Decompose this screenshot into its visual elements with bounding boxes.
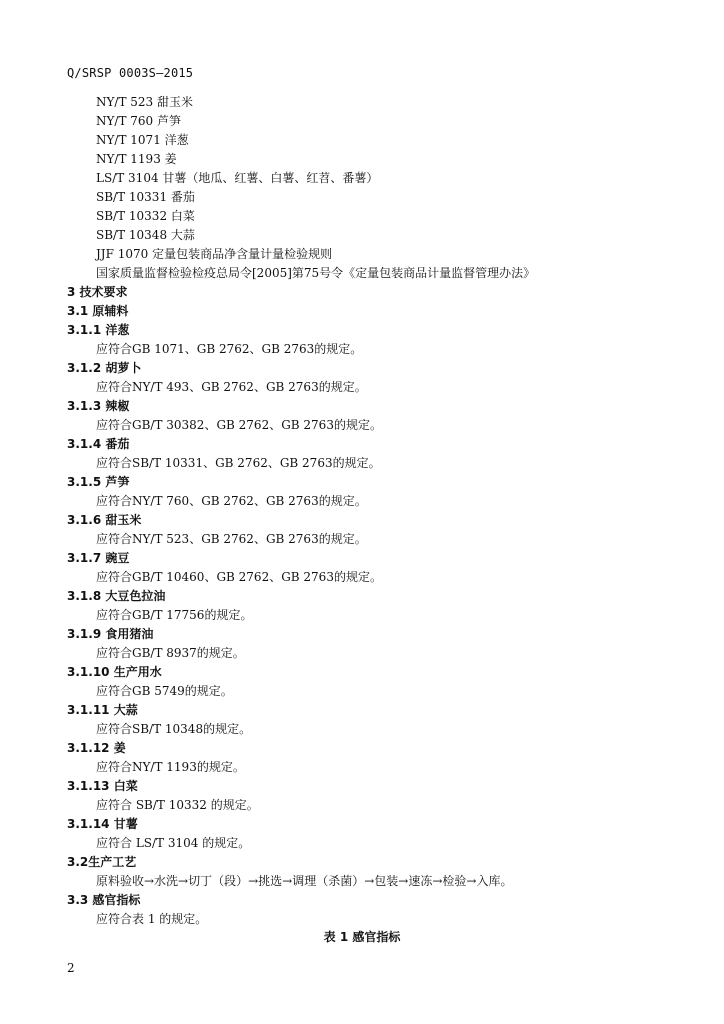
- section-text: 应符合 LS/T 3104 的规定。: [96, 836, 251, 850]
- section-text: 应符合NY/T 493、GB 2762、GB 2763的规定。: [96, 380, 367, 394]
- section-text: 应符合GB/T 8937的规定。: [96, 646, 245, 660]
- reference-item: NY/T 760 芦笋: [96, 114, 182, 128]
- section-heading: 3.3 感官指标: [67, 893, 141, 907]
- section-heading: 3.1.4 番茄: [67, 437, 130, 451]
- section-heading: 3.1.6 甜玉米: [67, 513, 142, 527]
- section-text: 应符合表 1 的规定。: [96, 912, 208, 926]
- section-heading: 3.1.2 胡萝卜: [67, 361, 142, 375]
- section-text: 应符合SB/T 10348的规定。: [96, 722, 252, 736]
- reference-item: SB/T 10331 番茄: [96, 190, 195, 204]
- section-heading: 3.1.12 姜: [67, 741, 126, 755]
- section-heading: 3.1.5 芦笋: [67, 475, 130, 489]
- reference-item: NY/T 1193 姜: [96, 152, 177, 166]
- section-heading: 3.1.9 食用猪油: [67, 627, 154, 641]
- section-text: 应符合GB 5749的规定。: [96, 684, 233, 698]
- reference-item: SB/T 10332 白菜: [96, 209, 195, 223]
- section-text: 原料验收→水洗→切丁（段）→挑选→调理（杀菌）→包装→速冻→检验→入库。: [96, 874, 513, 888]
- section-heading: 3.1.7 豌豆: [67, 551, 130, 565]
- page-number: 2: [67, 961, 75, 975]
- section-heading: 3 技术要求: [67, 285, 128, 299]
- section-heading: 3.1.10 生产用水: [67, 665, 162, 679]
- document-header: Q/SRSP 0003S—2015: [67, 66, 194, 80]
- section-heading: 3.1.13 白菜: [67, 779, 138, 793]
- reference-item: NY/T 1071 洋葱: [96, 133, 189, 147]
- table-caption: 表 1 感官指标: [323, 930, 401, 944]
- section-text: 应符合NY/T 1193的规定。: [96, 760, 245, 774]
- section-heading: 3.1.11 大蒜: [67, 703, 138, 717]
- section-heading: 3.1.8 大豆色拉油: [67, 589, 166, 603]
- section-text: 应符合GB/T 30382、GB 2762、GB 2763的规定。: [96, 418, 382, 432]
- reference-item: NY/T 523 甜玉米: [96, 95, 194, 109]
- section-heading: 3.1.3 辣椒: [67, 399, 130, 413]
- section-text: 应符合GB 1071、GB 2762、GB 2763的规定。: [96, 342, 363, 356]
- section-heading: 3.1.14 甘薯: [67, 817, 138, 831]
- reference-item: LS/T 3104 甘薯（地瓜、红薯、白薯、红苕、番薯）: [96, 171, 379, 185]
- section-heading: 3.1.1 洋葱: [67, 323, 130, 337]
- reference-item: 国家质量监督检验检疫总局令[2005]第75号令《定量包装商品计量监督管理办法》: [96, 266, 536, 280]
- section-text: 应符合NY/T 760、GB 2762、GB 2763的规定。: [96, 494, 367, 508]
- reference-item: JJF 1070 定量包装商品净含量计量检验规则: [96, 247, 333, 261]
- section-text: 应符合GB/T 10460、GB 2762、GB 2763的规定。: [96, 570, 382, 584]
- reference-item: SB/T 10348 大蒜: [96, 228, 195, 242]
- section-heading: 3.1 原辅料: [67, 304, 129, 318]
- section-text: 应符合SB/T 10331、GB 2762、GB 2763的规定。: [96, 456, 381, 470]
- section-text: 应符合GB/T 17756的规定。: [96, 608, 253, 622]
- section-text: 应符合 SB/T 10332 的规定。: [96, 798, 259, 812]
- section-heading: 3.2生产工艺: [67, 855, 137, 869]
- section-text: 应符合NY/T 523、GB 2762、GB 2763的规定。: [96, 532, 367, 546]
